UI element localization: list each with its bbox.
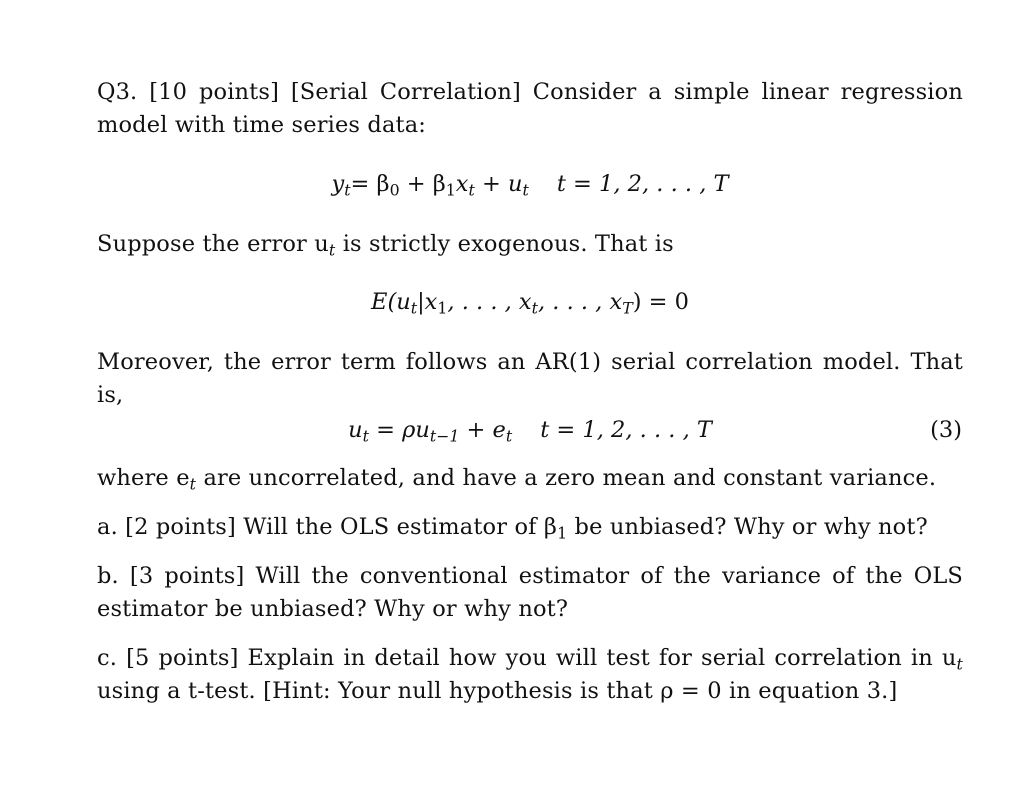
equation-number: (3) (930, 417, 962, 443)
part-b: b. [3 points] Will the conventional estimator of the variance of the OLS estimator be unbiased? Why or why not? (97, 563, 963, 622)
where-text: where $e_t$ are uncorrelated, and have a zero mean and constant variance. (97, 465, 937, 494)
model-equation: $y_t= \beta_0 + \beta_1x_t + u_t$ t = 1, 2, . . . , T (331, 171, 729, 200)
part-c: c. [5 points] Explain in detail how you will test for serial correlation in $u_t$ using a t-test. [Hint: Your null hypothesis is that ρ = 0 in equation 3.] (97, 645, 963, 704)
ar1-equation: $u_t = \rho u_{t-1} + e_t$ t = 1, 2, . . . , T (348, 417, 712, 446)
exogeneity-equation: $E(u_t|x_1$, . . . , $x_t$, . . . , $x_T) = 0$ (371, 289, 689, 318)
part-a: a. [2 points] Will the OLS estimator of $\beta_1$ be unbiased? Why or why not? (97, 514, 928, 543)
question-heading: Q3. [10 points] [Serial Correlation] Consider a simple linear regression model with time series data: (97, 79, 963, 138)
ar1-text: Moreover, the error term follows an AR(1) serial correlation model. That is, (97, 349, 963, 408)
exogeneity-text: Suppose the error $u_t$ is strictly exogenous. That is (97, 231, 674, 260)
